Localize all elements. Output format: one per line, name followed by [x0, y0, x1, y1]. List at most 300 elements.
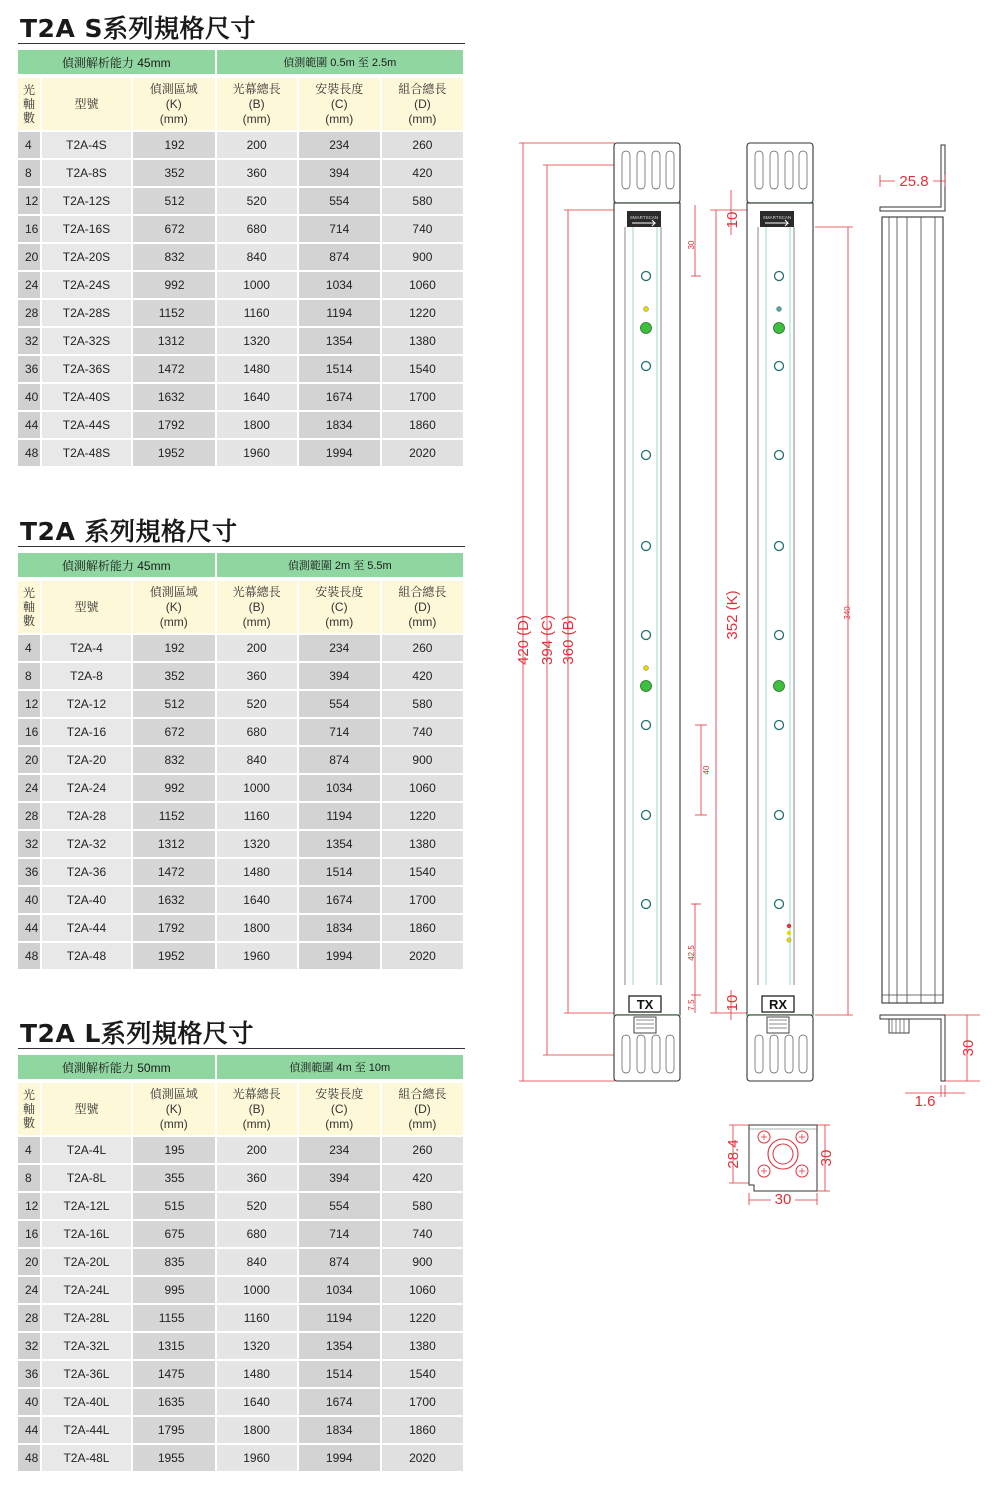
cell: 1475 — [133, 1359, 215, 1387]
cell: 1540 — [382, 1359, 463, 1387]
cell: 1034 — [299, 270, 380, 298]
cell: 900 — [382, 1247, 463, 1275]
table-row — [18, 801, 463, 829]
col-header-c: 安裝長度 (C) (mm) — [299, 581, 380, 633]
cell: 714 — [299, 717, 380, 745]
table-row — [18, 745, 463, 773]
cell: T2A-8L — [42, 1163, 131, 1191]
table-row — [18, 242, 463, 270]
cell: 512 — [133, 186, 215, 214]
col-header-d: 組合總長 (D) (mm) — [382, 78, 463, 130]
cell: T2A-8S — [42, 158, 131, 186]
cell: 832 — [133, 242, 215, 270]
cell: 360 — [217, 1163, 297, 1191]
cell: T2A-20S — [42, 242, 131, 270]
cell: 1640 — [217, 885, 297, 913]
cell: 580 — [382, 1191, 463, 1219]
cell: 44 — [18, 1415, 40, 1443]
bracket-width-label: 25.8 — [899, 173, 929, 190]
cell: 714 — [299, 1219, 380, 1247]
cell: T2A-44 — [42, 913, 131, 941]
cell: 840 — [217, 745, 297, 773]
cell: 48 — [18, 438, 40, 466]
table-row — [18, 1135, 463, 1163]
cell: 1540 — [382, 857, 463, 885]
table-row — [18, 326, 463, 354]
cell: T2A-16S — [42, 214, 131, 242]
col-header-model: 型號 — [42, 581, 131, 633]
table-row — [18, 1275, 463, 1303]
rx-label: RX — [768, 997, 788, 1012]
cell: 1480 — [217, 1359, 297, 1387]
cell: T2A-12L — [42, 1191, 131, 1219]
cell: 192 — [133, 130, 215, 158]
dim-340-label: 340 — [843, 606, 852, 620]
cell: 36 — [18, 1359, 40, 1387]
cell: 1674 — [299, 885, 380, 913]
col-header-b: 光幕總長 (B) (mm) — [217, 1083, 297, 1135]
dim-75-label: 7.5 — [687, 999, 696, 1011]
col-header-d: 組合總長 (D) (mm) — [382, 581, 463, 633]
cell: 8 — [18, 1163, 40, 1191]
cell: 24 — [18, 773, 40, 801]
cell: 44 — [18, 913, 40, 941]
cell: 48 — [18, 941, 40, 969]
cell: 1220 — [382, 1303, 463, 1331]
spec-table — [16, 50, 465, 466]
section-title: T2A L系列規格尺寸 — [18, 1019, 465, 1049]
section-title: T2A S系列規格尺寸 — [18, 14, 465, 44]
cell: T2A-20L — [42, 1247, 131, 1275]
cell: T2A-4 — [42, 633, 131, 661]
col-header-k: 偵測區域 (K) (mm) — [133, 78, 215, 130]
cell: 1632 — [133, 885, 215, 913]
cell: T2A-24L — [42, 1275, 131, 1303]
cell: 1700 — [382, 382, 463, 410]
cell: 740 — [382, 1219, 463, 1247]
cell: 260 — [382, 633, 463, 661]
plate-width-label: 30 — [774, 1191, 792, 1205]
dimension-c — [539, 165, 615, 1055]
cell: 1834 — [299, 410, 380, 438]
cell: 1480 — [217, 354, 297, 382]
dimension-d — [515, 143, 615, 1081]
cell: 1792 — [133, 913, 215, 941]
cell: T2A-44S — [42, 410, 131, 438]
cell: 1952 — [133, 941, 215, 969]
col-header-b: 光幕總長 (B) (mm) — [217, 78, 297, 130]
cell: 1700 — [382, 885, 463, 913]
col-header-model: 型號 — [42, 78, 131, 130]
cell: 1994 — [299, 1443, 380, 1471]
cell: 1472 — [133, 354, 215, 382]
cell: 1960 — [217, 1443, 297, 1471]
dim-c-label: 394 (C) — [539, 614, 556, 666]
table-row — [18, 1331, 463, 1359]
cell: 520 — [217, 186, 297, 214]
cell: 420 — [382, 661, 463, 689]
dim-k-label: 352 (K) — [724, 590, 741, 640]
table-row — [18, 1303, 463, 1331]
table-row — [18, 661, 463, 689]
bracket-thickness-label: 1.6 — [914, 1093, 936, 1110]
cell: 995 — [133, 1275, 215, 1303]
dim-d-label: 420 (D) — [515, 614, 532, 666]
cell: 874 — [299, 242, 380, 270]
cell: T2A-12 — [42, 689, 131, 717]
cell: 352 — [133, 661, 215, 689]
table-row — [18, 717, 463, 745]
table-row — [18, 1163, 463, 1191]
cell: 580 — [382, 689, 463, 717]
cell: 992 — [133, 773, 215, 801]
cell: 1000 — [217, 270, 297, 298]
cell: 32 — [18, 829, 40, 857]
cell: 520 — [217, 689, 297, 717]
cell: 554 — [299, 186, 380, 214]
dimension-k — [710, 190, 750, 1020]
cell: 394 — [299, 1163, 380, 1191]
cell: T2A-44L — [42, 1415, 131, 1443]
cell: 1380 — [382, 829, 463, 857]
cell: 512 — [133, 689, 215, 717]
cell: 4 — [18, 633, 40, 661]
cell: 672 — [133, 717, 215, 745]
cell: T2A-32 — [42, 829, 131, 857]
cell: 1220 — [382, 801, 463, 829]
cell: 1800 — [217, 1415, 297, 1443]
cell: 740 — [382, 717, 463, 745]
cell: 675 — [133, 1219, 215, 1247]
cell: 680 — [217, 214, 297, 242]
col-header-k: 偵測區域 (K) (mm) — [133, 581, 215, 633]
cell: T2A-40L — [42, 1387, 131, 1415]
cell: 352 — [133, 158, 215, 186]
col-header-axis: 光 軸 數 — [18, 581, 40, 633]
cell: 520 — [217, 1191, 297, 1219]
cell: 1674 — [299, 1387, 380, 1415]
range-header: 偵測範圍 0.5m 至 2.5m — [217, 50, 463, 74]
cell: 1795 — [133, 1415, 215, 1443]
section-title: T2A 系列規格尺寸 — [18, 517, 465, 547]
spec-section-standard — [18, 517, 465, 969]
cell: T2A-28 — [42, 801, 131, 829]
dim-b-label: 360 (B) — [560, 615, 577, 665]
table-row — [18, 829, 463, 857]
cell: 24 — [18, 1275, 40, 1303]
cell: T2A-12S — [42, 186, 131, 214]
cell: 1800 — [217, 410, 297, 438]
cell: T2A-36L — [42, 1359, 131, 1387]
cell: 40 — [18, 382, 40, 410]
cell: 360 — [217, 158, 297, 186]
cell: 1320 — [217, 1331, 297, 1359]
spec-table — [16, 1055, 465, 1471]
cell: 16 — [18, 214, 40, 242]
table-row — [18, 1415, 463, 1443]
cell: 40 — [18, 885, 40, 913]
cell: 1194 — [299, 1303, 380, 1331]
table-row — [18, 130, 463, 158]
table-row — [18, 382, 463, 410]
cell: 44 — [18, 410, 40, 438]
cell: 1834 — [299, 913, 380, 941]
cell: 1354 — [299, 326, 380, 354]
cell: 840 — [217, 242, 297, 270]
cell: T2A-16 — [42, 717, 131, 745]
cell: 48 — [18, 1443, 40, 1471]
cell: 1160 — [217, 801, 297, 829]
table-row — [18, 1443, 463, 1471]
cell: T2A-24 — [42, 773, 131, 801]
col-header-c: 安裝長度 (C) (mm) — [299, 1083, 380, 1135]
cell: 4 — [18, 130, 40, 158]
table-row — [18, 913, 463, 941]
spec-table — [16, 553, 465, 969]
cell: 12 — [18, 186, 40, 214]
cell: 234 — [299, 1135, 380, 1163]
resolution-header: 偵測解析能力 45mm — [18, 553, 215, 577]
cell: 1354 — [299, 1331, 380, 1359]
dimension-drawing — [505, 135, 985, 1205]
cell: 1700 — [382, 1387, 463, 1415]
cell: 554 — [299, 689, 380, 717]
cell: T2A-28S — [42, 298, 131, 326]
cell: 1960 — [217, 941, 297, 969]
cell: 394 — [299, 158, 380, 186]
cell: 20 — [18, 745, 40, 773]
spec-section-s — [18, 14, 465, 466]
cell: 1160 — [217, 1303, 297, 1331]
tx-brand: SMARTSCAN — [629, 215, 659, 220]
cell: T2A-36 — [42, 857, 131, 885]
cell: 200 — [217, 130, 297, 158]
table-row — [18, 438, 463, 466]
cell: 8 — [18, 661, 40, 689]
cell: T2A-24S — [42, 270, 131, 298]
mounting-plate — [725, 1125, 835, 1205]
cell: 1860 — [382, 1415, 463, 1443]
cell: 992 — [133, 270, 215, 298]
cell: 672 — [133, 214, 215, 242]
table-row — [18, 633, 463, 661]
cell: 1960 — [217, 438, 297, 466]
cell: 515 — [133, 1191, 215, 1219]
cell: 234 — [299, 130, 380, 158]
cell: T2A-16L — [42, 1219, 131, 1247]
cell: 24 — [18, 270, 40, 298]
cell: 1354 — [299, 829, 380, 857]
cell: 1060 — [382, 773, 463, 801]
table-row — [18, 773, 463, 801]
table-row — [18, 1387, 463, 1415]
cell: 1860 — [382, 410, 463, 438]
table-row — [18, 689, 463, 717]
dim-top-label: 10 — [724, 211, 741, 229]
dim-bottom-label: 10 — [724, 994, 741, 1012]
cell: 714 — [299, 214, 380, 242]
cell: 260 — [382, 1135, 463, 1163]
cell: 12 — [18, 1191, 40, 1219]
cell: 1640 — [217, 1387, 297, 1415]
cell: 16 — [18, 717, 40, 745]
cell: 680 — [217, 717, 297, 745]
cell: T2A-48S — [42, 438, 131, 466]
cell: 1034 — [299, 1275, 380, 1303]
cell: 12 — [18, 689, 40, 717]
cell: T2A-36S — [42, 354, 131, 382]
cell: 32 — [18, 1331, 40, 1359]
cell: 1994 — [299, 438, 380, 466]
cell: 1955 — [133, 1443, 215, 1471]
cell: T2A-4L — [42, 1135, 131, 1163]
cell: 1472 — [133, 857, 215, 885]
cell: 1152 — [133, 298, 215, 326]
dimension-b — [560, 210, 615, 1013]
cell: 1194 — [299, 801, 380, 829]
tx-small-dims — [687, 205, 711, 1013]
cell: 1514 — [299, 857, 380, 885]
cell: 8 — [18, 158, 40, 186]
table-row — [18, 1247, 463, 1275]
cell: 16 — [18, 1219, 40, 1247]
cell: 1315 — [133, 1331, 215, 1359]
cell: 1320 — [217, 326, 297, 354]
cell: 1994 — [299, 941, 380, 969]
cell: 1060 — [382, 270, 463, 298]
cell: 900 — [382, 745, 463, 773]
cell: 192 — [133, 633, 215, 661]
cell: 832 — [133, 745, 215, 773]
cell: T2A-48 — [42, 941, 131, 969]
dim-425-label: 42.5 — [687, 945, 696, 961]
cell: 1514 — [299, 354, 380, 382]
table-row — [18, 214, 463, 242]
cell: 420 — [382, 1163, 463, 1191]
dim-30-label: 30 — [687, 240, 696, 250]
rx-brand: SMARTSCAN — [762, 215, 792, 220]
cell: T2A-32L — [42, 1331, 131, 1359]
spec-section-l — [18, 1019, 465, 1471]
table-row — [18, 1359, 463, 1387]
cell: 1834 — [299, 1415, 380, 1443]
rx-unit — [747, 143, 813, 1081]
cell: T2A-40 — [42, 885, 131, 913]
cell: T2A-48L — [42, 1443, 131, 1471]
cell: 1952 — [133, 438, 215, 466]
cell: 32 — [18, 326, 40, 354]
table-row — [18, 1191, 463, 1219]
cell: 260 — [382, 130, 463, 158]
dim-40-label: 40 — [702, 765, 711, 775]
cell: 1312 — [133, 829, 215, 857]
cell: 1792 — [133, 410, 215, 438]
cell: 2020 — [382, 941, 463, 969]
table-row — [18, 270, 463, 298]
col-header-k: 偵測區域 (K) (mm) — [133, 1083, 215, 1135]
cell: 36 — [18, 354, 40, 382]
col-header-axis: 光 軸 數 — [18, 1083, 40, 1135]
cell: 554 — [299, 1191, 380, 1219]
cell: 234 — [299, 633, 380, 661]
plate-height-label: 28.4 — [725, 1139, 742, 1169]
dimension-340 — [815, 227, 853, 1015]
cell: 1635 — [133, 1387, 215, 1415]
cell: 1060 — [382, 1275, 463, 1303]
range-header: 偵測範圍 2m 至 5.5m — [217, 553, 463, 577]
cell: 360 — [217, 661, 297, 689]
cell: 200 — [217, 633, 297, 661]
cell: 1000 — [217, 773, 297, 801]
col-header-b: 光幕總長 (B) (mm) — [217, 581, 297, 633]
col-header-axis: 光 軸 數 — [18, 78, 40, 130]
cell: 28 — [18, 1303, 40, 1331]
cell: 680 — [217, 1219, 297, 1247]
cell: 28 — [18, 298, 40, 326]
cell: 1540 — [382, 354, 463, 382]
cell: 580 — [382, 186, 463, 214]
table-row — [18, 1219, 463, 1247]
cell: 200 — [217, 1135, 297, 1163]
cell: 2020 — [382, 438, 463, 466]
cell: 1320 — [217, 829, 297, 857]
cell: 1640 — [217, 382, 297, 410]
cell: 1000 — [217, 1275, 297, 1303]
cell: 874 — [299, 745, 380, 773]
cell: 2020 — [382, 1443, 463, 1471]
cell: 36 — [18, 857, 40, 885]
table-row — [18, 158, 463, 186]
table-row — [18, 941, 463, 969]
plate-side-label: 30 — [818, 1149, 835, 1167]
cell: 394 — [299, 661, 380, 689]
cell: T2A-4S — [42, 130, 131, 158]
cell: T2A-32S — [42, 326, 131, 354]
cell: 1312 — [133, 326, 215, 354]
table-row — [18, 298, 463, 326]
table-row — [18, 410, 463, 438]
cell: T2A-20 — [42, 745, 131, 773]
cell: 1380 — [382, 326, 463, 354]
cell: T2A-40S — [42, 382, 131, 410]
table-row — [18, 885, 463, 913]
table-row — [18, 186, 463, 214]
cell: 40 — [18, 1387, 40, 1415]
table-row — [18, 354, 463, 382]
cell: T2A-8 — [42, 661, 131, 689]
cell: 195 — [133, 1135, 215, 1163]
cell: 20 — [18, 242, 40, 270]
cell: 740 — [382, 214, 463, 242]
cell: 20 — [18, 1247, 40, 1275]
cell: 1380 — [382, 1331, 463, 1359]
table-row — [18, 857, 463, 885]
col-header-model: 型號 — [42, 1083, 131, 1135]
bracket-height-label: 30 — [960, 1039, 977, 1057]
col-header-c: 安裝長度 (C) (mm) — [299, 78, 380, 130]
cell: 835 — [133, 1247, 215, 1275]
cell: T2A-28L — [42, 1303, 131, 1331]
cell: 355 — [133, 1163, 215, 1191]
cell: 1514 — [299, 1359, 380, 1387]
side-view — [880, 145, 980, 1110]
cell: 1155 — [133, 1303, 215, 1331]
cell: 1160 — [217, 298, 297, 326]
cell: 1632 — [133, 382, 215, 410]
cell: 1800 — [217, 913, 297, 941]
cell: 1034 — [299, 773, 380, 801]
tx-unit — [614, 143, 680, 1081]
